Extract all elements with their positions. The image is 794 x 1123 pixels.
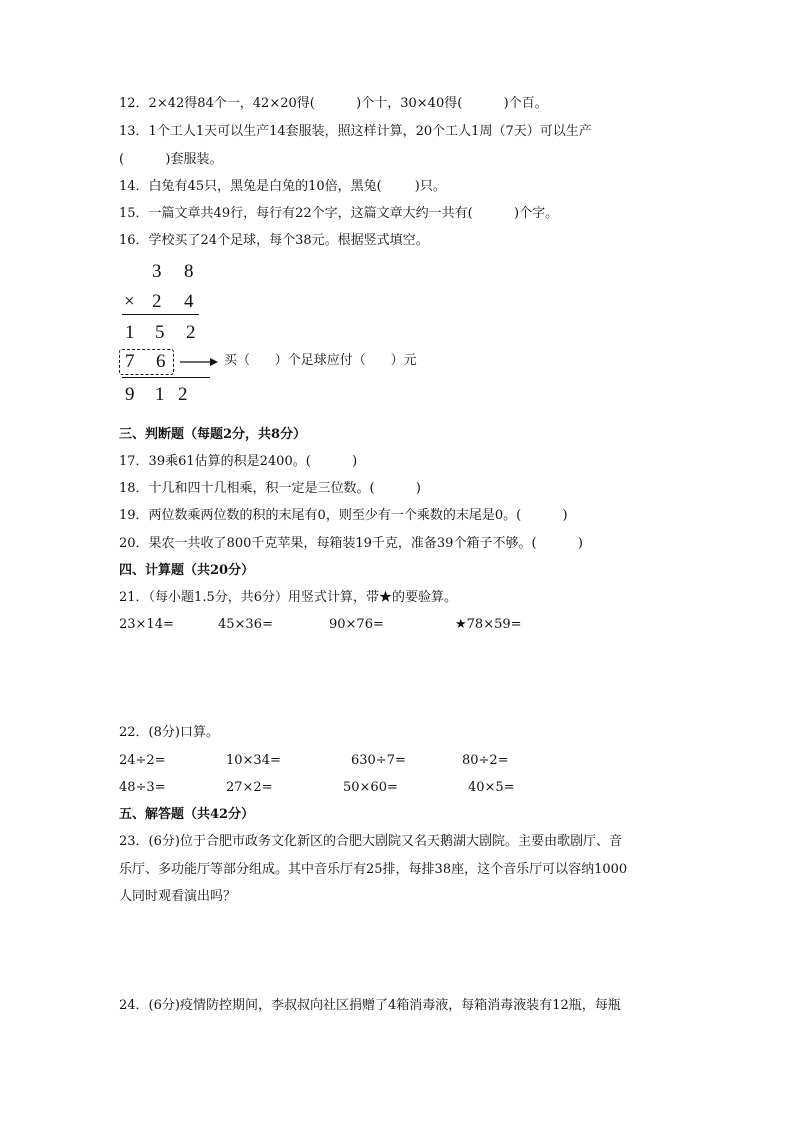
digit: 9 [125, 384, 135, 405]
digit: 2 [178, 384, 188, 405]
digit: 4 [184, 291, 194, 312]
arrow-text: 买（ ）个足球应付（ ）元 [224, 353, 417, 368]
digit: 1 [155, 384, 165, 405]
calc-item: 23×14= [119, 617, 174, 632]
question-23-line1: 23．(6分)位于合肥市政务文化新区的合肥大剧院又名天鹅湖大剧院。主要由歌剧厅、音 [119, 834, 622, 849]
question-24-line1: 24．(6分)疫情防控期间，李叔叔向社区捐赠了4箱消毒液，每箱消毒液装有12瓶，每瓶 [119, 998, 621, 1013]
digit: 2 [152, 291, 162, 312]
question-22: 22．(8分)口算。 [119, 725, 219, 740]
question-19: 19．两位数乘两位数的积的末尾有0，则至少有一个乘数的末尾是0。( ) [119, 508, 568, 523]
digit: 3 [152, 261, 162, 282]
arrow-icon [180, 355, 220, 369]
digit: 8 [184, 261, 194, 282]
section-3-title: 三、判断题（每题2分，共8分） [119, 427, 307, 442]
question-21: 21．（每小题1.5分，共6分）用竖式计算，带★的要验算。 [119, 590, 457, 605]
divider-line [122, 377, 210, 378]
section-5-title: 五、解答题（共42分） [119, 807, 255, 822]
oral-calc-item: 50×60= [343, 780, 398, 795]
question-13-line2: ( )套服装。 [119, 152, 223, 167]
digit: 6 [156, 351, 166, 372]
digit: 2 [186, 322, 196, 343]
oral-calc-item: 48÷3= [119, 780, 166, 795]
question-23-line2: 乐厅、多功能厅等部分组成。其中音乐厅有25排，每排38座，这个音乐厅可以容纳1000 [119, 862, 628, 877]
question-20: 20．果农一共收了800千克苹果，每箱装19千克，准备39个箱子不够。( ) [119, 536, 583, 551]
digit: 5 [155, 322, 165, 343]
oral-calc-item: 630÷7= [351, 753, 406, 768]
question-15: 15．一篇文章共49行，每行有22个字，这篇文章大约一共有( )个字。 [119, 206, 559, 221]
divider-line [122, 314, 199, 315]
oral-calc-item: 10×34= [226, 753, 281, 768]
oral-calc-item: 40×5= [468, 780, 515, 795]
question-17: 17．39乘61估算的积是2400。( ) [119, 454, 358, 469]
question-14: 14．白兔有45只，黑兔是白兔的10倍，黑兔( )只。 [119, 179, 446, 194]
oral-calc-item: 80÷2= [462, 753, 509, 768]
calc-item: 45×36= [218, 617, 273, 632]
section-4-title: 四、计算题（共20分） [119, 563, 255, 578]
question-16: 16．学校买了24个足球，每个38元。根据竖式填空。 [119, 233, 429, 248]
calc-item: ★78×59= [455, 617, 522, 632]
digit: 1 [125, 322, 135, 343]
question-13-line1: 13．1个工人1天可以生产14套服装，照这样计算，20个工人1周（7天）可以生产 [119, 124, 592, 139]
oral-calc-item: 24÷2= [119, 753, 166, 768]
times-sign: × [124, 291, 135, 312]
calc-item: 90×76= [329, 617, 384, 632]
question-12: 12．2×42得84个一，42×20得( )个十，30×40得( )个百。 [119, 96, 548, 111]
question-18: 18．十几和四十几相乘，积一定是三位数。( ) [119, 481, 422, 496]
question-23-line3: 人同时观看演出吗？ [119, 889, 237, 904]
digit: 7 [125, 351, 135, 372]
oral-calc-item: 27×2= [226, 780, 273, 795]
